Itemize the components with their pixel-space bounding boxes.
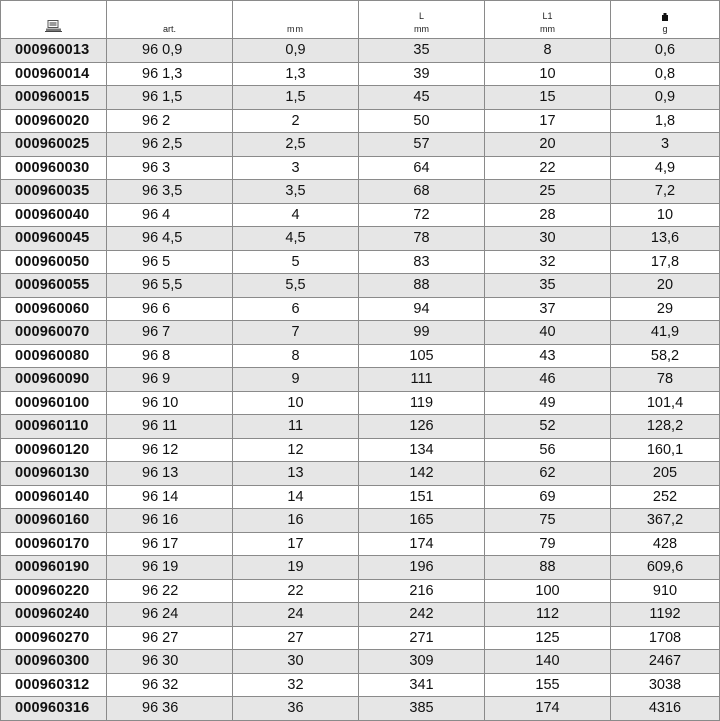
- cell-L: 341: [359, 673, 485, 697]
- cell-weight: 58,2: [611, 344, 720, 368]
- cell-mm: 13: [233, 462, 359, 486]
- cell-mm: 8: [233, 344, 359, 368]
- cell-L: 242: [359, 603, 485, 627]
- cell-weight: 1708: [611, 626, 720, 650]
- cell-mm: 30: [233, 650, 359, 674]
- cell-code: 000960220: [1, 579, 107, 603]
- cell-mm: 5,5: [233, 274, 359, 298]
- cell-weight: 78: [611, 368, 720, 392]
- cell-code: 000960030: [1, 156, 107, 180]
- cell-L1: 112: [485, 603, 611, 627]
- weight-icon: [661, 13, 669, 21]
- cell-L1: 20: [485, 133, 611, 157]
- header-weight-unit: g: [662, 24, 668, 34]
- cell-L1: 28: [485, 203, 611, 227]
- table-row: [1, 39, 720, 63]
- cell-L1: 8: [485, 39, 611, 63]
- cell-weight: 2467: [611, 650, 720, 674]
- cell-code: 000960020: [1, 109, 107, 133]
- cell-L1: 32: [485, 250, 611, 274]
- table-row: [1, 626, 720, 650]
- cell-weight: 3: [611, 133, 720, 157]
- cell-mm: 9: [233, 368, 359, 392]
- table-row: [1, 250, 720, 274]
- cell-art: 96 3,5: [107, 180, 233, 204]
- table-row: [1, 133, 720, 157]
- cell-art: 96 19: [107, 556, 233, 580]
- cell-L: 309: [359, 650, 485, 674]
- table-row: [1, 180, 720, 204]
- header-code: [1, 1, 107, 39]
- cell-art: 96 17: [107, 532, 233, 556]
- cell-art: 96 6: [107, 297, 233, 321]
- cell-L1: 174: [485, 697, 611, 721]
- cell-art: 96 2: [107, 109, 233, 133]
- cell-L1: 140: [485, 650, 611, 674]
- header-L1-unit: mm: [540, 24, 555, 34]
- cell-art: 96 3: [107, 156, 233, 180]
- table-row: [1, 532, 720, 556]
- cell-code: 000960140: [1, 485, 107, 509]
- table-row: [1, 603, 720, 627]
- cell-code: 000960045: [1, 227, 107, 251]
- cell-code: 000960316: [1, 697, 107, 721]
- cell-L: 105: [359, 344, 485, 368]
- cell-L: 134: [359, 438, 485, 462]
- cell-code: 000960300: [1, 650, 107, 674]
- cell-art: 96 24: [107, 603, 233, 627]
- product-code-icon: [45, 20, 63, 32]
- cell-art: 96 7: [107, 321, 233, 345]
- cell-weight: 252: [611, 485, 720, 509]
- table-body: [1, 39, 720, 721]
- cell-weight: 20: [611, 274, 720, 298]
- cell-weight: 41,9: [611, 321, 720, 345]
- cell-code: 000960270: [1, 626, 107, 650]
- cell-weight: 0,8: [611, 62, 720, 86]
- cell-L: 64: [359, 156, 485, 180]
- header-L: [359, 1, 485, 39]
- cell-L1: 52: [485, 415, 611, 439]
- cell-L1: 15: [485, 86, 611, 110]
- cell-art: 96 22: [107, 579, 233, 603]
- cell-weight: 128,2: [611, 415, 720, 439]
- cell-mm: 14: [233, 485, 359, 509]
- cell-code: 000960055: [1, 274, 107, 298]
- cell-L1: 17: [485, 109, 611, 133]
- cell-art: 96 11: [107, 415, 233, 439]
- cell-art: 96 5: [107, 250, 233, 274]
- cell-art: 96 12: [107, 438, 233, 462]
- cell-weight: 4,9: [611, 156, 720, 180]
- cell-weight: 1192: [611, 603, 720, 627]
- cell-mm: 1,3: [233, 62, 359, 86]
- cell-L: 142: [359, 462, 485, 486]
- cell-weight: 428: [611, 532, 720, 556]
- cell-mm: 16: [233, 509, 359, 533]
- cell-art: 96 30: [107, 650, 233, 674]
- cell-art: 96 1,3: [107, 62, 233, 86]
- cell-art: 96 5,5: [107, 274, 233, 298]
- cell-L1: 25: [485, 180, 611, 204]
- table-row: [1, 321, 720, 345]
- cell-weight: 160,1: [611, 438, 720, 462]
- header-art: art.: [107, 1, 233, 39]
- cell-art: 96 36: [107, 697, 233, 721]
- cell-L1: 37: [485, 297, 611, 321]
- cell-L: 385: [359, 697, 485, 721]
- table-row: [1, 391, 720, 415]
- cell-mm: 2,5: [233, 133, 359, 157]
- cell-L: 94: [359, 297, 485, 321]
- table-row: [1, 274, 720, 298]
- cell-weight: 29: [611, 297, 720, 321]
- table-row: [1, 62, 720, 86]
- cell-art: 96 0,9: [107, 39, 233, 63]
- cell-weight: 101,4: [611, 391, 720, 415]
- table-row: [1, 697, 720, 721]
- cell-mm: 3,5: [233, 180, 359, 204]
- cell-mm: 6: [233, 297, 359, 321]
- cell-code: 000960240: [1, 603, 107, 627]
- cell-L: 119: [359, 391, 485, 415]
- cell-mm: 11: [233, 415, 359, 439]
- cell-art: 96 27: [107, 626, 233, 650]
- cell-mm: 22: [233, 579, 359, 603]
- cell-L: 88: [359, 274, 485, 298]
- header-L-unit: mm: [414, 24, 429, 34]
- cell-code: 000960190: [1, 556, 107, 580]
- cell-L1: 75: [485, 509, 611, 533]
- table-row: [1, 344, 720, 368]
- cell-art: 96 1,5: [107, 86, 233, 110]
- cell-L1: 69: [485, 485, 611, 509]
- cell-mm: 0,9: [233, 39, 359, 63]
- cell-code: 000960014: [1, 62, 107, 86]
- table-row: [1, 368, 720, 392]
- cell-art: 96 8: [107, 344, 233, 368]
- cell-art: 96 4,5: [107, 227, 233, 251]
- cell-code: 000960090: [1, 368, 107, 392]
- cell-weight: 910: [611, 579, 720, 603]
- cell-L1: 30: [485, 227, 611, 251]
- cell-L: 57: [359, 133, 485, 157]
- cell-weight: 13,6: [611, 227, 720, 251]
- cell-L: 78: [359, 227, 485, 251]
- table-row: [1, 650, 720, 674]
- cell-mm: 12: [233, 438, 359, 462]
- cell-weight: 10: [611, 203, 720, 227]
- cell-L: 83: [359, 250, 485, 274]
- cell-mm: 19: [233, 556, 359, 580]
- cell-L: 50: [359, 109, 485, 133]
- cell-L: 45: [359, 86, 485, 110]
- cell-mm: 17: [233, 532, 359, 556]
- cell-L: 216: [359, 579, 485, 603]
- cell-L: 174: [359, 532, 485, 556]
- cell-L1: 46: [485, 368, 611, 392]
- cell-code: 000960015: [1, 86, 107, 110]
- cell-L1: 155: [485, 673, 611, 697]
- cell-code: 000960130: [1, 462, 107, 486]
- cell-mm: 2: [233, 109, 359, 133]
- cell-L: 35: [359, 39, 485, 63]
- cell-L1: 35: [485, 274, 611, 298]
- cell-mm: 24: [233, 603, 359, 627]
- cell-L: 165: [359, 509, 485, 533]
- header-row: [1, 1, 720, 39]
- cell-weight: 367,2: [611, 509, 720, 533]
- header-L1-label: L1: [542, 11, 553, 21]
- cell-art: 96 4: [107, 203, 233, 227]
- cell-L1: 125: [485, 626, 611, 650]
- cell-art: 96 16: [107, 509, 233, 533]
- table-row: [1, 203, 720, 227]
- cell-L1: 10: [485, 62, 611, 86]
- cell-L1: 49: [485, 391, 611, 415]
- header-L1: [485, 1, 611, 39]
- cell-code: 000960013: [1, 39, 107, 63]
- cell-art: 96 9: [107, 368, 233, 392]
- table-row: [1, 415, 720, 439]
- cell-code: 000960120: [1, 438, 107, 462]
- cell-art: 96 2,5: [107, 133, 233, 157]
- cell-mm: 4: [233, 203, 359, 227]
- cell-L: 68: [359, 180, 485, 204]
- table-row: [1, 485, 720, 509]
- table-row: [1, 462, 720, 486]
- cell-weight: 0,9: [611, 86, 720, 110]
- cell-code: 000960160: [1, 509, 107, 533]
- table-row: [1, 556, 720, 580]
- cell-mm: 10: [233, 391, 359, 415]
- cell-weight: 1,8: [611, 109, 720, 133]
- cell-mm: 32: [233, 673, 359, 697]
- cell-L: 196: [359, 556, 485, 580]
- cell-L1: 56: [485, 438, 611, 462]
- table-row: [1, 156, 720, 180]
- cell-weight: 205: [611, 462, 720, 486]
- cell-L1: 22: [485, 156, 611, 180]
- header-weight: [611, 1, 720, 39]
- cell-L: 111: [359, 368, 485, 392]
- cell-L: 39: [359, 62, 485, 86]
- cell-L: 72: [359, 203, 485, 227]
- cell-code: 000960312: [1, 673, 107, 697]
- cell-mm: 1,5: [233, 86, 359, 110]
- cell-weight: 17,8: [611, 250, 720, 274]
- cell-code: 000960040: [1, 203, 107, 227]
- cell-weight: 4316: [611, 697, 720, 721]
- table-row: [1, 509, 720, 533]
- table-row: [1, 86, 720, 110]
- cell-L: 99: [359, 321, 485, 345]
- cell-L1: 88: [485, 556, 611, 580]
- cell-L1: 79: [485, 532, 611, 556]
- cell-code: 000960035: [1, 180, 107, 204]
- cell-art: 96 32: [107, 673, 233, 697]
- cell-weight: 609,6: [611, 556, 720, 580]
- header-mm: mm: [233, 1, 359, 39]
- table-row: [1, 227, 720, 251]
- cell-code: 000960170: [1, 532, 107, 556]
- cell-code: 000960025: [1, 133, 107, 157]
- cell-weight: 7,2: [611, 180, 720, 204]
- cell-code: 000960100: [1, 391, 107, 415]
- table-row: [1, 297, 720, 321]
- table-row: [1, 109, 720, 133]
- cell-code: 000960070: [1, 321, 107, 345]
- table-row: [1, 673, 720, 697]
- cell-weight: 0,6: [611, 39, 720, 63]
- table-row: [1, 438, 720, 462]
- cell-L: 151: [359, 485, 485, 509]
- cell-art: 96 10: [107, 391, 233, 415]
- cell-L1: 100: [485, 579, 611, 603]
- cell-weight: 3038: [611, 673, 720, 697]
- table-header: [1, 1, 720, 39]
- cell-L1: 40: [485, 321, 611, 345]
- cell-code: 000960080: [1, 344, 107, 368]
- cell-L1: 62: [485, 462, 611, 486]
- cell-mm: 27: [233, 626, 359, 650]
- cell-mm: 5: [233, 250, 359, 274]
- cell-L1: 43: [485, 344, 611, 368]
- cell-L: 126: [359, 415, 485, 439]
- cell-L: 271: [359, 626, 485, 650]
- cell-mm: 36: [233, 697, 359, 721]
- cell-mm: 4,5: [233, 227, 359, 251]
- table-row: [1, 579, 720, 603]
- cell-code: 000960110: [1, 415, 107, 439]
- header-L-label: L: [418, 11, 424, 21]
- cell-code: 000960060: [1, 297, 107, 321]
- cell-art: 96 13: [107, 462, 233, 486]
- cell-mm: 3: [233, 156, 359, 180]
- cell-code: 000960050: [1, 250, 107, 274]
- cell-art: 96 14: [107, 485, 233, 509]
- cell-mm: 7: [233, 321, 359, 345]
